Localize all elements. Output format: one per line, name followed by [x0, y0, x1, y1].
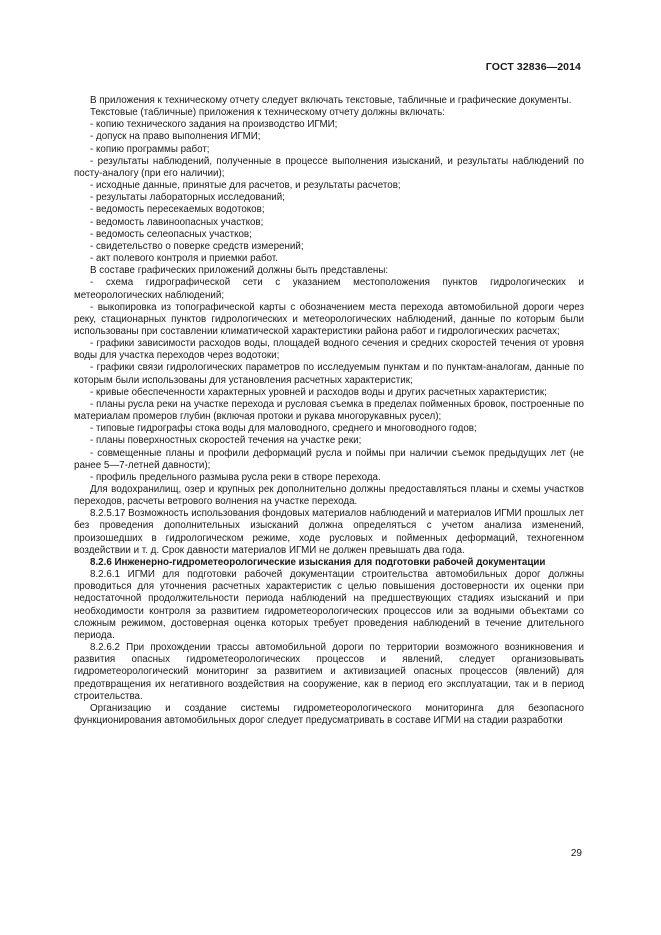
paragraph: - копию программы работ;: [90, 143, 210, 155]
paragraph: - допуск на право выполнения ИГМИ;: [90, 131, 261, 143]
paragraph: - выкопировка из топографической карты с обозначением места перехода автомобильной дороги через реку, стационарных пунктов гидрологических и метеорологических наблюдений, данные по которым были использованы при составлении климатической характеристики района работ и гидрологических расчетах;: [74, 301, 584, 337]
paragraph: - свидетельство о поверке средств измерений;: [90, 240, 304, 252]
paragraph: 8.2.6.2 При прохождении трассы автомобильной дороги по территории возможного возникновения и развития опасных гидрометеорологических процессов и явлений, следует организовывать гидрометеорологический мониторинг за развитием и активизацией опасных процессов (явлений) для предотвращения их негативного воздействия на сооружение, как в период его эксплуатации, так и в период строительства.: [74, 642, 584, 702]
paragraph: - ведомость селеопасных участков;: [90, 228, 252, 240]
page-number: 29: [570, 848, 582, 859]
paragraph: - типовые гидрографы стока воды для маловодного, среднего и многоводного годов;: [90, 423, 477, 435]
standard-number: ГОСТ 32836—2014: [485, 61, 581, 73]
paragraph: 8.2.6.1 ИГМИ для подготовки рабочей документации строительства автомобильных дорог должны проводиться для уточнения расчетных характеристик с целью повышения достоверности их оценки при недостаточной продолжительности периода наблюдений на предшествующих стадиях изысканий и при необходимости контроля за развитием гидрометеорологических процессов или за водными объектами со сложным режимом, достоверная оценка которых требует проведения наблюдений в течение длительного периода.: [74, 569, 584, 641]
paragraph: В составе графических приложений должны быть представлены:: [90, 265, 389, 277]
paragraph: В приложения к техническому отчету следует включать текстовые, табличные и графические документы.: [90, 95, 572, 106]
paragraph: - ведомость лавиноопасных участков;: [90, 216, 264, 228]
paragraph: - ведомость пересекаемых водотоков;: [90, 204, 265, 216]
paragraph: - схема гидрографической сети с указанием местоположения пунктов гидрологических и метеорологических наблюдений;: [74, 277, 584, 301]
paragraph: - графики связи гидрологических параметров по исследуемым пунктам и по пунктам-аналогам, данные по которым были использованы для установления расчетных характеристик;: [74, 362, 584, 386]
paragraph: - копию технического задания на производство ИГМИ;: [90, 119, 338, 131]
paragraph: 8.2.5.17 Возможность использования фондовых материалов наблюдений и материалов ИГМИ прошлых лет без проведения дополнительных изысканий должна определяться с учетом анализа изменений, произошедших в гидрологическом режиме, ходе русловых и пойменных деформаций, техногенном воздействии и т. д. Срок давности материалов ИГМИ не должен превышать два года.: [74, 508, 585, 556]
paragraph: - исходные данные, принятые для расчетов, и результаты расчетов;: [90, 180, 401, 192]
document-body: [74, 95, 584, 727]
paragraph: - результаты наблюдений, полученные в процессе выполнения изысканий, и результаты наблюдений по посту-аналогу (при его наличии);: [74, 155, 584, 179]
paragraph: - планы поверхностных скоростей течения на участке реки;: [90, 435, 362, 447]
paragraph: - акт полевого контроля и приемки работ.: [90, 253, 278, 265]
paragraph: - профиль предельного размыва русла реки в створе перехода.: [90, 471, 381, 483]
paragraph: - планы русла реки на участке перехода и русловая съемка в пределах пойменных бровок, построенные по материалам промеров глубин (включая протоки и рукава многорукавных русел);: [74, 398, 584, 423]
paragraph: Текстовые (табличные) приложения к техническому отчету должны включать:: [90, 107, 445, 119]
paragraph: - совмещенные планы и профили деформаций русла и поймы при наличии съемок предыдущих лет (не ранее 5—7-летней давности);: [74, 447, 584, 471]
paragraph: - результаты лабораторных исследований;: [90, 192, 285, 204]
paragraph: - графики зависимости расходов воды, площадей водного сечения и средних скоростей течения от уровня воды для участка переходов через водотоки;: [74, 338, 584, 362]
section-heading: 8.2.6 Инженерно-гидрометеорологические изыскания для подготовки рабочей документации: [90, 556, 546, 568]
paragraph: - кривые обеспеченности характерных уровней и расходов воды и других расчетных характеристик;: [90, 386, 547, 398]
paragraph: Для водохранилищ, озер и крупных рек дополнительно должны предоставляться планы и схемы участков переходов, расчеты ветрового волнения на участке перехода.: [74, 484, 584, 508]
paragraph: Организацию и создание системы гидрометеорологического мониторинга для безопасного функционирования автомобильных дорог следует предусматривать в составе ИГМИ на стадии разработки: [74, 702, 584, 726]
